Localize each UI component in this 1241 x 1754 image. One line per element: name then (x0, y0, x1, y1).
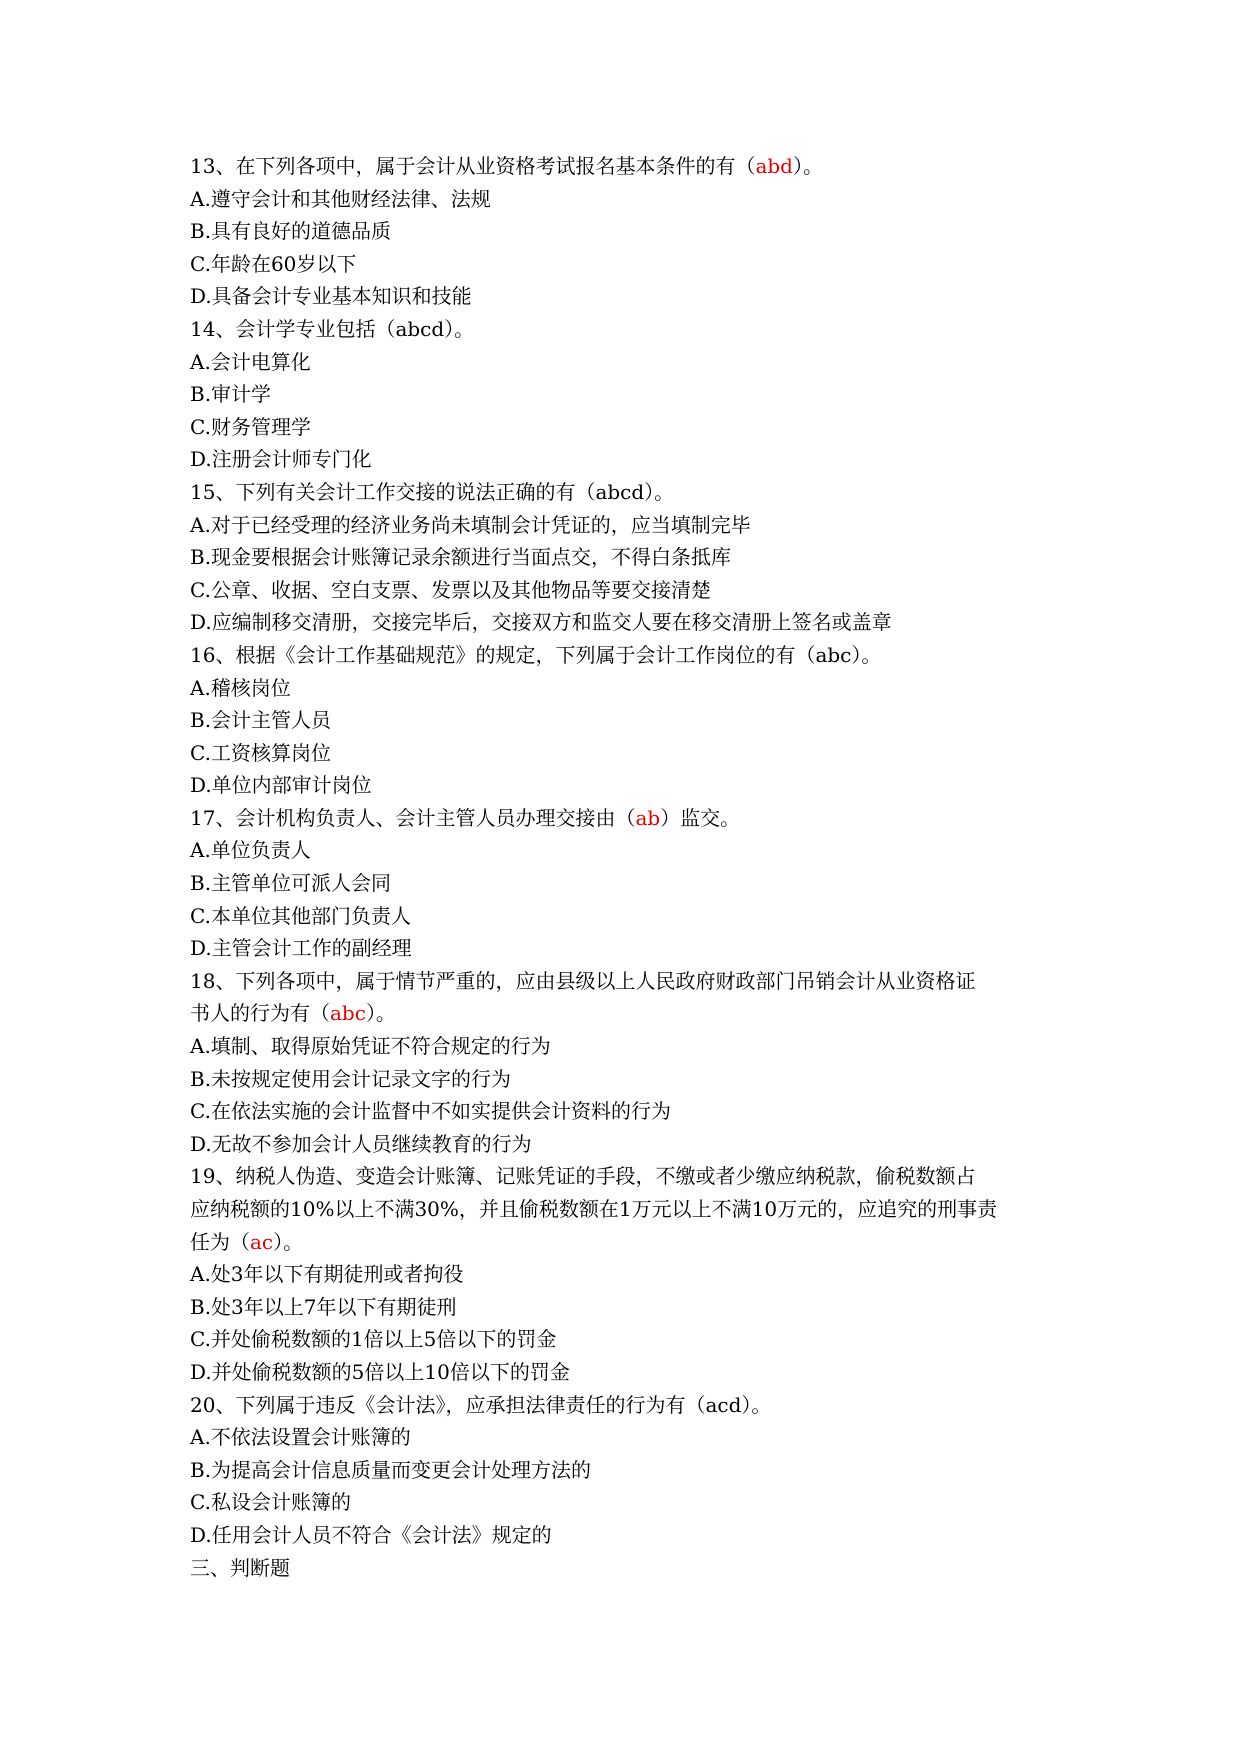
section-heading: 三、判断题 (190, 1555, 290, 1580)
question-text-line (190, 1226, 1060, 1259)
question-text: 17、会计机构负责人、会计主管人员办理交接由（ (190, 805, 636, 830)
question-block (190, 313, 1060, 476)
option-line: B.会计主管人员 (190, 708, 332, 733)
option-line: A.单位负责人 (190, 838, 311, 863)
option-line: C.在依法实施的会计监督中不如实提供会计资料的行为 (190, 1099, 671, 1124)
document-page (190, 150, 1060, 1584)
question-text: 19、纳税人伪造、变造会计账簿、记账凭证的手段，不缴或者少缴应纳税款，偷税数额占 (190, 1164, 976, 1189)
question-text-line (190, 476, 1060, 509)
option-line: D.应编制移交清册，交接完毕后，交接双方和监交人要在移交清册上签名或盖章 (190, 610, 892, 635)
option-line: A.不依法设置会计账簿的 (190, 1425, 411, 1450)
question-text: 任为（ (190, 1229, 250, 1254)
option-line: D.单位内部审计岗位 (190, 773, 372, 798)
option-line: B.具有良好的道德品质 (190, 219, 392, 244)
option-line: D.具备会计专业基本知识和技能 (190, 284, 472, 309)
option-line: A.稽核岗位 (190, 675, 291, 700)
question-block (190, 1160, 1060, 1388)
question-text: 15、下列有关会计工作交接的说法正确的有（abcd）。 (190, 479, 675, 504)
option-line: A.会计电算化 (190, 349, 311, 374)
option-line: C.年龄在60岁以下 (190, 251, 357, 276)
question-text-line (190, 1160, 1060, 1193)
question-block (190, 150, 1060, 313)
option-line: B.审计学 (190, 382, 272, 407)
question-text: 14、会计学专业包括（abcd）。 (190, 316, 475, 341)
answer-key: abc (330, 1001, 366, 1026)
question-text-line (190, 639, 1060, 672)
question-text-line (190, 802, 1060, 835)
question-block (190, 476, 1060, 639)
question-text-line (190, 313, 1060, 346)
option-line: B.现金要根据会计账簿记录余额进行当面点交，不得白条抵库 (190, 545, 732, 570)
question-text-line (190, 1389, 1060, 1422)
option-line: D.任用会计人员不符合《会计法》规定的 (190, 1522, 552, 1547)
answer-key: abd (755, 154, 793, 178)
option-line: B.为提高会计信息质量而变更会计处理方法的 (190, 1457, 592, 1482)
option-line: C.公章、收据、空白支票、发票以及其他物品等要交接清楚 (190, 577, 711, 602)
option-line: C.工资核算岗位 (190, 740, 331, 765)
option-line: C.并处偷税数额的1倍以上5倍以下的罚金 (190, 1327, 557, 1352)
option-line: D.无故不参加会计人员继续教育的行为 (190, 1131, 532, 1156)
question-text: 16、根据《会计工作基础规范》的规定，下列属于会计工作岗位的有（abc）。 (190, 642, 882, 667)
option-line: B.未按规定使用会计记录文字的行为 (190, 1066, 512, 1091)
option-line: A.遵守会计和其他财经法律、法规 (190, 186, 491, 211)
question-block (190, 1389, 1060, 1552)
question-block (190, 639, 1060, 802)
question-block (190, 802, 1060, 965)
question-text: 20、下列属于违反《会计法》，应承担法律责任的行为有（acd）。 (190, 1392, 772, 1417)
question-text-line (190, 150, 1060, 183)
option-line: B.主管单位可派人会同 (190, 871, 392, 896)
question-text-line (190, 997, 1060, 1030)
question-text: 18、下列各项中，属于情节严重的，应由县级以上人民政府财政部门吊销会计从业资格证 (190, 968, 976, 993)
question-text-tail: ）。 (365, 1001, 396, 1026)
option-line: C.本单位其他部门负责人 (190, 903, 411, 928)
answer-key: ab (635, 805, 661, 830)
option-line: A.对于已经受理的经济业务尚未填制会计凭证的，应当填制完毕 (190, 512, 751, 537)
option-line: A.填制、取得原始凭证不符合规定的行为 (190, 1034, 551, 1059)
answer-key: ac (250, 1229, 274, 1254)
option-line: A.处3年以下有期徒刑或者拘役 (190, 1262, 464, 1287)
question-text-line (190, 1193, 1060, 1226)
option-line: C.私设会计账簿的 (190, 1490, 351, 1515)
question-block (190, 965, 1060, 1161)
question-text: 书人的行为有（ (190, 1001, 330, 1026)
option-line: D.主管会计工作的副经理 (190, 936, 412, 961)
question-text-tail: ）。 (792, 154, 823, 178)
question-text: 13、在下列各项中，属于会计从业资格考试报名基本条件的有（ (190, 154, 756, 178)
question-text-line (190, 965, 1060, 998)
question-text: 应纳税额的10%以上不满30%，并且偷税数额在1万元以上不满10万元的，应追究的刑事责 (190, 1197, 998, 1221)
option-line: B.处3年以上7年以下有期徒刑 (190, 1294, 457, 1319)
option-line: C.财务管理学 (190, 414, 311, 439)
option-line: D.并处偷税数额的5倍以上10倍以下的罚金 (190, 1359, 570, 1384)
question-text-tail: ）。 (273, 1229, 304, 1254)
option-line: D.注册会计师专门化 (190, 447, 372, 472)
question-text-tail: ）监交。 (660, 805, 741, 830)
